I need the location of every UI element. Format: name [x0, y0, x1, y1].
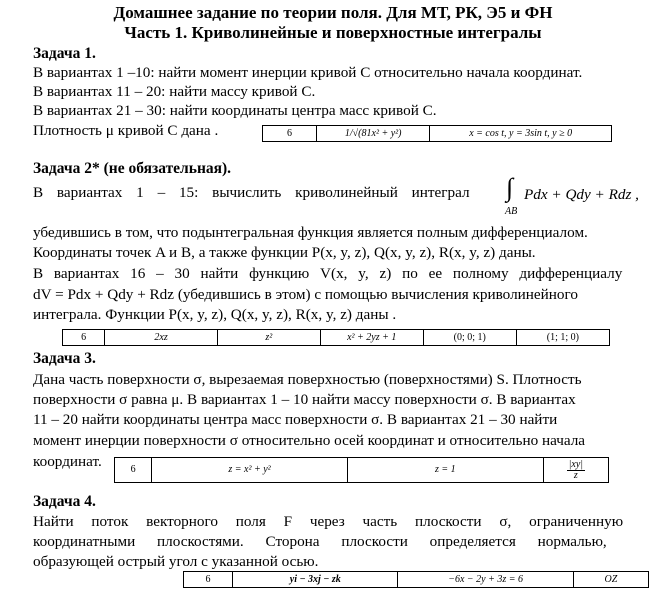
integral-limit: AB: [505, 206, 518, 217]
task3-variant: 6: [115, 458, 152, 483]
task3-table: [114, 457, 609, 483]
task1-table: [262, 125, 612, 142]
task2-point-B: (1; 1; 0): [516, 330, 609, 346]
task1-line4: Плотность μ кривой C дана .: [33, 122, 219, 139]
task2-line4: В вариантах 16 – 30 найти функцию V(x, y, z) по ее полному дифференциалу: [33, 265, 623, 282]
task2-line6: интеграла. Функции P(x, y, z), Q(x, y, z), R(x, y, z) даны .: [33, 306, 397, 323]
task4-line3: образующей острый угол с указанной осью.: [33, 553, 319, 570]
task2-table: [62, 329, 610, 346]
task4-plane: −6x − 2y + 3z = 6: [398, 572, 573, 588]
task1-line2: В вариантах 11 – 20: найти массу кривой C.: [33, 83, 316, 100]
task3-heading: Задача 3.: [33, 350, 96, 367]
task2-point-A: (0; 0; 1): [423, 330, 516, 346]
task1-line1: В вариантах 1 –10: найти момент инерции кривой C относительно начала координат.: [33, 64, 583, 81]
integral-sign: ∫: [506, 173, 514, 202]
task2-Q: z²: [217, 330, 320, 346]
task3-S: z = 1: [347, 458, 543, 483]
task3-line5: координат.: [33, 453, 102, 470]
task2-integrand: Pdx + Qdy + Rdz ,: [524, 186, 639, 203]
task2-line2: убедившись в том, что подынтегральная функция является полным дифференциалом.: [33, 224, 588, 241]
task4-field-F: yi − 3xj − zk: [233, 572, 398, 588]
task2-line1: В вариантах 1 – 15: вычислить криволинейный интеграл: [33, 184, 470, 201]
task2-R: x² + 2yz + 1: [320, 330, 423, 346]
task3-mu-fraction: [567, 460, 585, 481]
task1-density: 1/√(81x² + y²): [317, 126, 430, 142]
page-subtitle: Часть 1. Криволинейные и поверхностные интегралы: [124, 23, 542, 42]
task4-variant: 6: [184, 572, 233, 588]
task1-variant: 6: [263, 126, 317, 142]
task2-variant: 6: [63, 330, 105, 346]
page-title: Домашнее задание по теории поля. Для МТ, РК, Э5 и ФН: [113, 3, 553, 22]
task4-heading: Задача 4.: [33, 493, 96, 510]
task4-table: [183, 571, 649, 588]
task1-heading: Задача 1.: [33, 45, 96, 62]
task2-line3: Координаты точек A и B, а также функции P(x, y, z), Q(x, y, z), R(x, y, z) даны.: [33, 244, 536, 261]
task3-line3: 11 – 20 найти координаты центра масс поверхности σ. В вариантах 21 – 30 найти: [33, 411, 558, 428]
task1-line3: В вариантах 21 – 30: найти координаты центра масс кривой C.: [33, 102, 437, 119]
task3-line2: поверхности σ равна μ. В вариантах 1 – 10 найти массу поверхности σ. В вариантах: [33, 391, 576, 408]
task2-line5: dV = Pdx + Qdy + Rdz (убедившись в этом) с помощью вычисления криволинейного: [33, 286, 578, 303]
task3-sigma: z = x² + y²: [152, 458, 348, 483]
task3-line4: момент инерции поверхности σ относительно осей координат и относительно начала: [33, 432, 586, 449]
task2-P: 2xz: [105, 330, 218, 346]
task4-line2: координатными плоскостями. Сторона плоскости определяется нормалью,: [33, 533, 607, 550]
task1-curve: x = cos t, y = 3sin t, y ≥ 0: [430, 126, 612, 142]
task4-axis: OZ: [573, 572, 648, 588]
task3-line1: Дана часть поверхности σ, вырезаемая поверхностью (поверхностями) S. Плотность: [33, 371, 582, 388]
task3-mu-denominator: z: [573, 469, 578, 481]
task2-heading: Задача 2* (не обязательная).: [33, 160, 232, 177]
task3-mu: [543, 458, 608, 483]
task4-line1: Найти поток векторного поля F через часть плоскости σ, ограниченную: [33, 513, 624, 530]
task3-mu-numerator: |xy|: [568, 458, 584, 470]
